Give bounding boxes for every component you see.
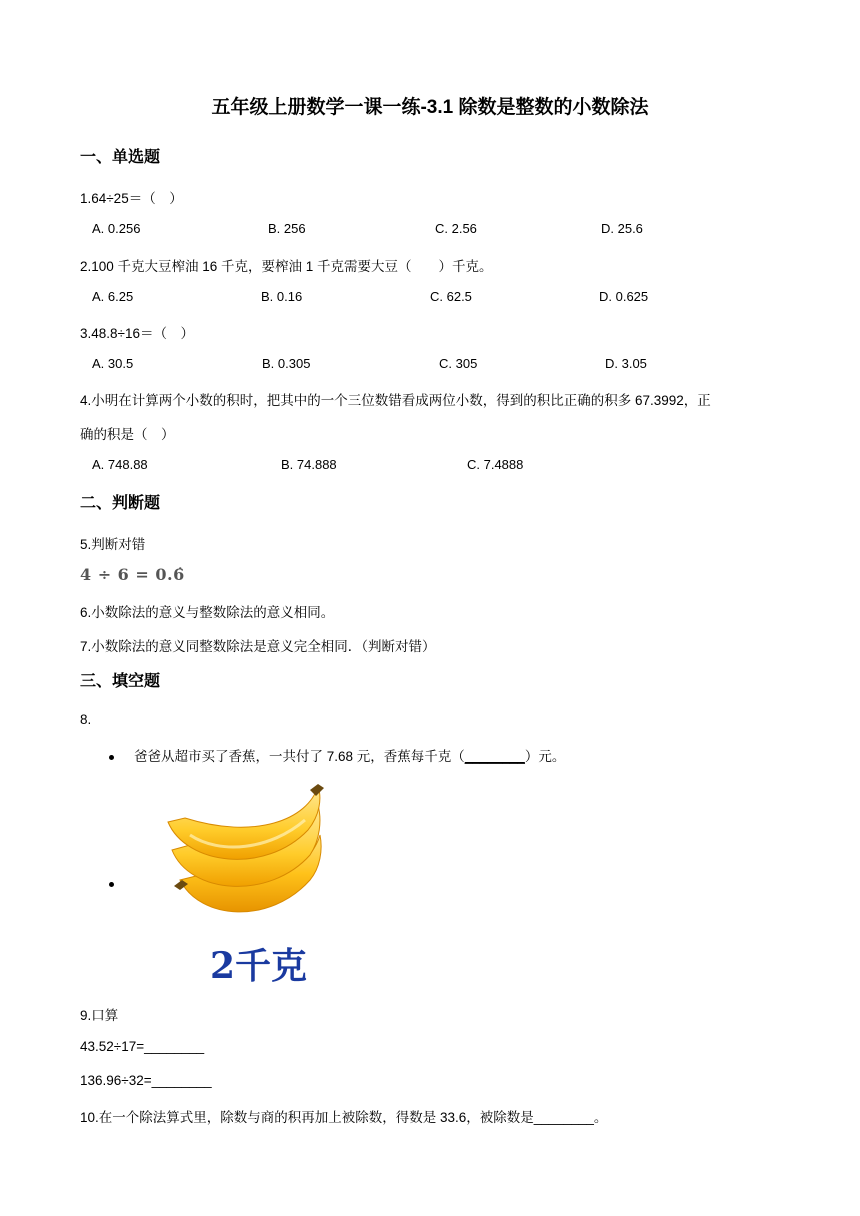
q1-option-d[interactable]: D. 25.6: [601, 221, 643, 236]
section-heading-fill-blank: 三、填空题: [80, 673, 161, 690]
question-8-bullet-text: [134, 745, 565, 765]
q3-option-d[interactable]: D. 3.05: [605, 356, 647, 371]
q3-option-b[interactable]: B. 0.305: [262, 356, 311, 371]
q4-option-b[interactable]: B. 74.888: [281, 457, 337, 472]
question-6-text: 6.小数除法的意义与整数除法的意义相同。: [80, 605, 335, 620]
question-2-text: 2.100 千克大豆榨油 16 千克，要榨油 1 千克需要大豆（ ）千克。: [80, 259, 493, 274]
question-9-line-2[interactable]: 136.96÷32=________: [80, 1073, 212, 1088]
q2-option-d[interactable]: D. 0.625: [599, 289, 649, 304]
question-5-equation: 4 ÷ 6 = 0.6̇: [80, 565, 185, 584]
q3-option-c[interactable]: C. 305: [439, 356, 478, 371]
question-8-number: 8.: [80, 712, 92, 727]
question-9-text: 9.口算: [80, 1008, 119, 1023]
page-title: 五年级上册数学一课一练-3.1 除数是整数的小数除法: [211, 97, 649, 118]
section-heading-single-choice: 一、单选题: [80, 149, 161, 166]
q1-option-b[interactable]: B. 256: [268, 221, 306, 236]
section-heading-true-false: 二、判断题: [80, 495, 161, 512]
q4-option-c[interactable]: C. 7.4888: [467, 457, 524, 472]
q4-option-a[interactable]: A. 748.88: [92, 457, 148, 472]
q2-option-a[interactable]: A. 6.25: [92, 289, 134, 304]
q8-text-before: 爸爸从超市买了香蕉，一共付了 7.68 元，香蕉每千克（: [134, 749, 465, 764]
question-4-text-line1: 4.小明在计算两个小数的积时，把其中的一个三位数错看成两位小数，得到的积比正确的积多 67.3992，正: [80, 393, 711, 408]
question-1-text: 1.64÷25＝（ ）: [80, 191, 183, 206]
question-9-line-1[interactable]: 43.52÷17=________: [80, 1039, 205, 1054]
question-10-text[interactable]: 10.在一个除法算式里，除数与商的积再加上被除数，得数是 33.6，被除数是________。: [80, 1110, 608, 1125]
bullet-2: [109, 882, 114, 887]
banana-weight-label: 2千克: [210, 945, 308, 987]
q1-option-a[interactable]: A. 0.256: [92, 221, 141, 236]
question-3-text: 3.48.8÷16＝（ ）: [80, 326, 194, 341]
q1-option-c[interactable]: C. 2.56: [435, 221, 477, 236]
q3-option-a[interactable]: A. 30.5: [92, 356, 134, 371]
question-7-text: 7.小数除法的意义同整数除法是意义完全相同．（判断对错）: [80, 639, 436, 654]
question-4-text-line2: 确的积是（ ）: [80, 427, 175, 442]
bullet-1: [109, 755, 114, 760]
q2-option-b[interactable]: B. 0.16: [261, 289, 303, 304]
q8-answer-blank[interactable]: ________: [464, 749, 525, 764]
q2-option-c[interactable]: C. 62.5: [430, 289, 472, 304]
q8-text-after: ）元。: [524, 749, 566, 764]
question-5-text: 5.判断对错: [80, 537, 146, 552]
